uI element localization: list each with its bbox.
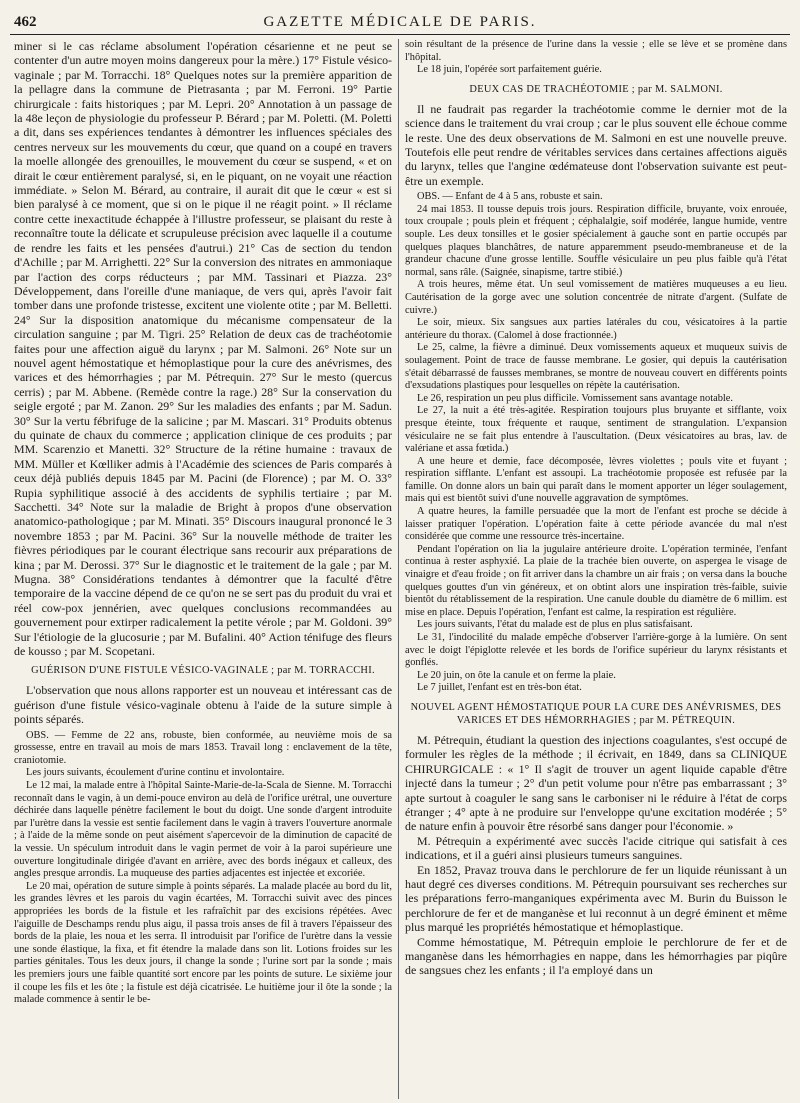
section-intro: L'observation que nous allons rapporter est un nouveau et intéressant cas de guérison d'une fistule vésico-vaginale obtenu à l'aide de la suture simple à points séparés. [14, 683, 392, 727]
header-rule [10, 34, 790, 35]
observation-paragraph: Les jours suivants, écoulement d'urine continu et involontaire. [26, 767, 285, 779]
continuation-paragraph: soin résultant de la présence de l'urine dans la vessie ; elle se lève et se promène dans l'hôpital. [405, 39, 787, 63]
observation-paragraph: OBS. — Femme de 22 ans, robuste, bien conformée, au neuvième mois de sa grossesse, entre en travail au mois de mars 1853. Travail long : enclavement de la tête, craniotomie. [14, 729, 392, 766]
section-title-hemostatique: NOUVEL AGENT HÉMOSTATIQUE POUR LA CURE DES ANÉVRISMES, DES VARICES ET DES HÉMORRHAGIES ; par M. PÉTREQUIN. [410, 701, 782, 726]
left-column [14, 39, 392, 1099]
observation-paragraph: A une heure et demie, face décomposée, lèvres violettes ; pouls vite et fuyant ; respiration sifflante. L'enfant est assoupi. La trachéotomie proposée est refusée par la famille. On donne alors un bain qui paraît dans le moment apporter un léger soulagement, mais qui est bientôt suivi d'une nouvelle aggravation de symptômes. [405, 455, 787, 505]
observation-paragraph: Le 12 mai, la malade entre à l'hôpital Sainte-Marie-de-la-Scala de Sienne. M. Torracchi reconnaît dans le vagin, à un demi-pouce environ au delà de l'orifice urétral, une ouverture déchirée dans laquelle pénètre facilement le bout du doigt. Une sonde d'argent introduite par l'urètre dans la vessie est sentie facilement dans le vagin à travers l'ouverture anormale ; à l'aide de la même sonde on peut aisément s'apercevoir de la diminution de capacité de la vessie. Un spéculum introduit dans le vagin permet de voir à la paroi supérieure une ouverture longitudinale dirigée d'avant en arrière, avec des bords inégaux et calleux, des angles presque arrondis. La muqueuse des parties adjacentes est injectée et excoriée. [14, 780, 392, 880]
body-paragraph: M. Pétrequin a expérimenté avec succès l'acide citrique qui satisfait à ces indications, et il a guéri ainsi plusieurs tumeurs sanguines. [405, 833, 787, 863]
section-title-tracheotomie: DEUX CAS DE TRACHÉOTOMIE ; par M. SALMONI. [469, 83, 723, 95]
observation-paragraph: Le 7 juillet, l'enfant est en très-bon état. [417, 682, 582, 694]
observation-paragraph: 24 mai 1853. Il tousse depuis trois jours. Respiration difficile, bruyante, voix enrouée, toux croupale ; pouls plein et fréquent ; céphalalgie, soif modérée, langue humide, ventre souple. Les deux tonsilles et le gosier spécialement à gauche sont en partie occupés par quelques plaques blanchâtres, de nature apparemment pseudo-membraneuse et de la grandeur chacune d'une grosse lentille. Souffle vésiculaire un peu plus faible qu'à l'état normal, sans râle. (Saignée, sinapisme, tartre stibié.) [405, 203, 787, 278]
right-column [405, 39, 787, 1099]
observation-paragraph: Le 31, l'indocilité du malade empêche d'observer l'arrière-gorge à la lumière. On sent avec le doigt l'épiglotte relevée et les bords de l'orifice supérieur du larynx résistants et gonflés. [405, 632, 787, 669]
observation-paragraph: OBS. — Enfant de 4 à 5 ans, robuste et sain. [417, 191, 603, 203]
section-title-fistule: GUÉRISON D'UNE FISTULE VÉSICO-VAGINALE ; par M. TORRACCHI. [31, 665, 375, 677]
journal-title: GAZETTE MÉDICALE DE PARIS. [263, 14, 537, 30]
column-divider [398, 39, 399, 1099]
observation-paragraph: Pendant l'opération on lia la jugulaire antérieure droite. L'opération terminée, l'enfant continua à rester asphyxié. La plaie de la trachée bien ouverte, on aspergea le visage de vinaigre et d'eau froide ; on fit arriver dans la chambre un air frais ; on versa dans la bouche quelques gouttes d'un vin généreux, et on obtint alors une inspiration très-faible, suivie bientôt du rétablissement de la respiration. Une canule double du diamètre de 6 millim. est mise en place. Depuis l'opération, l'enfant est calme, la respiration est régulière. [405, 543, 787, 618]
observation-paragraph: Le 20 juin, on ôte la canule et on ferme la plaie. [417, 669, 616, 681]
page-header [10, 12, 790, 34]
continuation-line: Le 18 juin, l'opérée sort parfaitement guérie. [417, 64, 602, 76]
observation-paragraph: Le 26, respiration un peu plus difficile. Vomissement sans avantage notable. [417, 392, 733, 404]
body-paragraph: M. Pétrequin, étudiant la question des injections coagulantes, s'est occupé de formuler les règles de la méthode ; il écrivait, en 1849, dans sa CLINIQUE CHIRURGICALE : « 1° Il s'agit de trouver un agent liquide capable d'être injecté dans la tumeur ; 2° d'un petit volume pour n'être pas embarrassant ; 3° apte surtout à coaguler le sang sans le carboniser ni le réduire à l'état de corps étranger ; 4° apte à ne produire sur l'enveloppe qu'une excitation modérée ; 5° de nature enfin à pouvoir être résorbé sans danger pour l'économie. » [405, 732, 787, 834]
observation-paragraph: A quatre heures, la famille persuadée que la mort de l'enfant est proche se décide à laisser pratiquer l'opération. L'opération faite à cette période avancée du mal n'est considérée que comme une ressource très-incertaine. [405, 506, 787, 543]
observation-paragraph: Le 27, la nuit a été très-agitée. Respiration toujours plus bruyante et sifflante, voix presque éteinte, toux fréquente et rauque, sentiment de strangulation. L'expansion vésiculaire ne se fait plus entendre à l'auscultation. (Deux vésicatoires au bras, lav. de valériane et assa fœtida.) [405, 405, 787, 455]
intro-paragraph: miner si le cas réclame absolument l'opération césarienne et ne peut se contenter d'un autre moyen moins dangereux pour la mère.) 17° Fistule vésico-vaginale ; par M. Torracchi. 18° Quelques notes sur la première apparition de la pellagre dans la commune de Pietrasanta ; par M. Ferroni. 19° Partie chirurgicale : faits historiques ; par M. Lepri. 20° Annotation à un passage de la 48e leçon de physiologie du professeur P. Bérard ; par M. Poletti. (M. Poletti a dit, dans ses expériences tendantes à démontrer les influences spéciales des centres nerveux sur les mouvements du cœur, que quand on a coupé en travers la moelle allongée des grenouilles, le mouvement du cœur se suspend, « et on dirait le cœur entièrement paralysé, si, en le piquant, on ne voyait une réaction immédiate. » Selon M. Bérard, au contraire, il aurait dit que le cœur « est si bien paralysé à ce moment, que si on le pique il ne réagit point. » Il réclame contre cette inexactitude échappée à l'illustre professeur, se plaisant du reste à reconnaître toute la délicate et scrupuleuse précision avec laquelle il a coutume de rendre les faits et les pensées d'autrui.) 21° Cas de section du tendon d'Achille ; par M. Arrighetti. 22° Sur la conversion des nitrates en ammoniaque par l'action des corps réducteurs ; par MM. Tassinari et Piazza. 23° Développement, dans l'oreille d'une maniaque, de vers qui, après l'avoir fait tomber dans une profonde tristesse, excitent une violente otite ; par M. Belletti. 24° Sur la disposition anatomique du mécanisme compensateur de la circulation sanguine ; par M. Tigri. 25° Relation de deux cas de trachéotomie faites pour une affection aiguë du larynx ; par M. Salmoni. 26° Note sur un nouvel agent hémostatique et hémoplastique pour la cure des anévrismes, des varices et des hémorrhagies ; par M. Pétrequin. 27° Sur le mesto (quercus cerris) ; par M. Abbene. (Remède contre la rage.) 28° Sur la conservation du seigle ergoté ; par M. Zanon. 29° Sur les maladies des enfants ; par M. Sadun. 30° Sur la vertu fébrifuge de la salicine ; par M. Mascari. 31° Produits obtenus du quinate de chaux du commerce ; application clinique de ces produits ; par MM. Scarenzio et Manetti. 32° Structure de la rétine humaine : travaux de MM. Müller et Kœlliker admis à l'Académie des sciences de Paris comparés à ceux déjà publiés depuis 1845 par M. Pacini (de Florence) ; par M. O. 33° Rupia syphilitique associé à des accidents de syphilis tertiaire ; par M. Sacchetti. 34° Note sur la maladie de Bright à propos d'une observation anatomico-pathologique ; par M. Minati. 35° Discours inaugural prononcé le 3 novembre 1853 ; par M. Pacini. 36° Sur la nouvelle méthode de traiter les fièvres périodiques par le courant électrique sans recourir aux préparations de kina ; par M. Derossi. 37° Sur le diagnostic et le traitement de la gale ; par M. Mugna. 38° Considérations tendantes à démontrer que la faculté d'être temporaire de la vaccine dépend de ce qu'on ne se sert pas du produit du vrai et réel cow-pox jennérien, avec quelques conclusions recommandées au gouvernement pour extirper radicalement la petite vérole ; par M. Goldoni. 39° Sur l'étiologie de la glucosurie ; par M. Bufalini. 40° Action ténifuge des fleurs de kousso ; par M. Scopetani. [14, 39, 392, 659]
page-number: 462 [14, 14, 37, 30]
section-intro: Il ne faudrait pas regarder la trachéotomie comme le dernier mot de la science dans le traitement du vrai croup ; car le plus souvent elle échoue comme le reste. Une des deux observations de M. Salmoni en est une nouvelle preuve. Toutefois elle peut rendre de véritables services dans certaines affections aiguës du larynx, telles que l'angine œdémateuse dont l'observation suivante est peut-être un exemple. [405, 101, 787, 188]
observation-paragraph: Le soir, mieux. Six sangsues aux parties latérales du cou, vésicatoires à la partie antérieure du thorax. (Calomel à dose fractionnée.) [405, 317, 787, 341]
observation-paragraph: Le 25, calme, la fièvre a diminué. Deux vomissements aqueux et muqueux suivis de soulagement. Point de trace de fausse membrane. Le gosier, qui depuis la cautérisation s'était débarrassé de fausses membranes, se montre de nouveau couvert en différents points d'exsudations plastiques pour lesquelles on répète la cautérisation. [405, 342, 787, 392]
observation-paragraph: Le 20 mai, opération de suture simple à points séparés. La malade placée au bord du lit, les grandes lèvres et les parois du vagin écartées, M. Torracchi suivit avec des pinces appropriées les bords de la fistule et les rafraîchit par des excisions répétées. Avec l'aiguille de Deschamps rendu plus aigu, il passa trois anses de fil à travers l'épaisseur des bords de la plaie, les noua et les serra. Il introduisit par l'orifice de l'urètre dans la vessie une sonde élastique, la fixa, et fit étendre la malade dans son lit. Lotions froides sur les parties génitales. Tous les deux jours, il change la sonde ; l'urine sort par la sonde ; mais les premiers jours une faible quantité sort encore par les points de suture. Le sixième jour il coupe les fils et les ôte ; la fistule est déjà cicatrisée. Le huitième jour il ôte la sonde ; la malade commence à sentir le be- [14, 880, 392, 1006]
observation-paragraph: A trois heures, même état. Un seul vomissement de matières muqueuses a eu lieu. Cautérisation de la gorge avec une solution concentrée de nitrate d'argent. (Sulfate de cuivre.) [405, 279, 787, 316]
observation-paragraph: Les jours suivants, l'état du malade est de plus en plus satisfaisant. [417, 619, 693, 631]
body-paragraph: Comme hémostatique, M. Pétrequin emploie le perchlorure de fer et de manganèse dans les hémorrhagies en nappe, dans les hémorrhagies par piqûre de sangsues chez les enfants ; il l'a employé dans un [405, 934, 787, 978]
body-paragraph: En 1852, Pravaz trouva dans le perchlorure de fer un liquide réunissant à un haut degré ces diverses conditions. M. Pétrequin poursuivant ses recherches sur les préparations ferro-manganiques expérimenta avec M. Burin du Buisson le perchlorure de fer et de manganèse et lui reconnut à un degré éminent et même plus marqué les propriétés hémostatique et hémoplastique. [405, 862, 787, 935]
